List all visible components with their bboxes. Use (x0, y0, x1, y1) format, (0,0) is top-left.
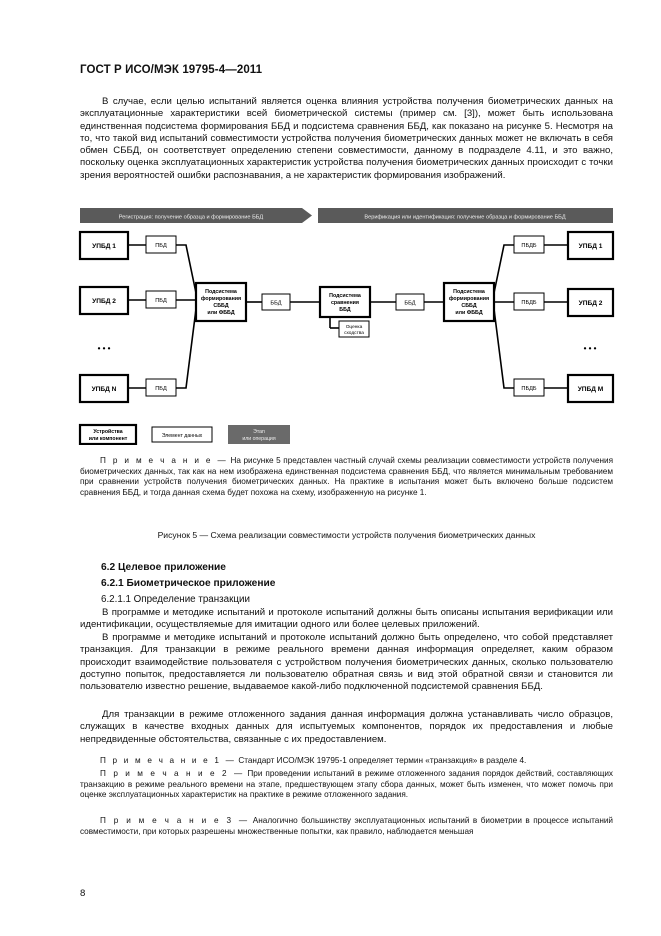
bbd-right-label: ББД (404, 300, 416, 307)
device-right-m-label: УПБД М (577, 386, 604, 393)
pbd-right-1-label: ПБДБ (521, 243, 537, 249)
formation-left-line-2: формирования (200, 296, 242, 302)
device-left-n-label: УПБД N (91, 386, 117, 393)
banner-arrow (302, 208, 312, 223)
pbd-right-m-label: ПБДБ (521, 386, 537, 392)
section-6-2-1-heading: 6.2.1 Биометрическое приложение (101, 578, 276, 589)
banner-right-text: Верификация или идентификация: получение образца и формирование ББД (364, 214, 566, 221)
score-line-2: сходства (344, 331, 364, 336)
bbd-left-label: ББД (270, 300, 282, 307)
running-header: ГОСТ Р ИСО/МЭК 19795-4—2011 (80, 64, 263, 76)
legend-stage-line-1: Этап (253, 429, 265, 435)
comparison-line-2: сравнения (330, 300, 360, 306)
note-1: П р и м е ч а н и е 1 — Стандарт ИСО/МЭК 19795-1 определяет термин «транзакция» в разделе 4. (100, 756, 527, 765)
device-left-1-label: УПБД 1 (92, 243, 116, 250)
section-6-2-1-1-heading: 6.2.1.1 Определение транзакции (101, 594, 250, 605)
formation-right-line-1: Подсистема (453, 289, 485, 295)
pbd-left-1-label: ПБД (155, 243, 167, 249)
formation-left-line-4: или ФББД (207, 310, 235, 316)
note-2: П р и м е ч а н и е 2 — При проведении испытаний в режиме отложенного задания порядок действий, составляющих транзакцию в режиме реального времени на этапе, предшествующем этапу сбора данных, может быть изменен, что может помочь при оценке эксплуатационных характеристик на практике в режиме отложенного задания. (80, 769, 613, 800)
legend-devices-line-1: Устройства (93, 429, 123, 435)
figure-note: П р и м е ч а н и е — На рисунке 5 представлен частный случай схемы реализации совместимости устройств получения биометрических данных, так как на нем изображена единственная подсистема сравнения ББД, что является минимальным требованием при сравнении устройств получения биометрических данных. На практике в испытания может быть включено больше подсистем сравнения ББД, и тогда данная схема будет похожа на схему, изображенную на рисунке 1. (80, 456, 614, 497)
score-line-1: Оценка (345, 325, 363, 330)
page-number: 8 (80, 888, 86, 899)
formation-right-line-2: формирования (448, 296, 490, 302)
paragraph-1: В программе и методике испытаний и протоколе испытаний должны быть описаны испытания верификации или идентификации, осуществляемые для имитации одного или более целевых приложений. (80, 607, 613, 631)
formation-left-line-1: Подсистема (205, 289, 237, 295)
section-6-2-heading: 6.2 Целевое приложение (101, 562, 226, 573)
pbd-right-2-label: ПБДБ (521, 300, 537, 306)
note-3: П р и м е ч а н и е 3 — Аналогично большинству эксплуатационных испытаний в биометрии в процессе испытаний совместимости, при которых разрешены множественные попытки, как правило, наблюдается меньшая (80, 816, 613, 836)
figure-caption: Рисунок 5 — Схема реализации совместимости устройств получения биометрических данных (157, 530, 536, 540)
figure-5-diagram (0, 205, 661, 445)
device-right-1-label: УПБД 1 (578, 243, 603, 250)
pbd-left-n-label: ПБД (155, 386, 167, 392)
comparison-line-3: ББД (339, 307, 351, 313)
intro-paragraph: В случае, если целью испытаний является оценка влияния устройства получения биометрических данных на эксплуатационные характеристики всей биометрической системы (пример см. [3]), может быть использована единственная подсистема формирования ББД и подсистема сравнения ББД, как показано на рисунке 5. Несмотря на то, что такой вид испытаний совместимости устройства получения биометрических данных может не включать в себя обмен СББД, он соответствует определению степени совместимости, данному в подразделе 4.11, и это важно, поскольку оценка эксплуатационных характеристик устройства получения биометрических данных происходит с точки зрения вероятностей ошибки распознавания, а не характеристик формирования изображений. (80, 96, 613, 181)
comparison-line-1: Подсистема (329, 293, 361, 299)
paragraph-3: Для транзакции в режиме отложенного задания данная информация должна устанавливать число образцов, служащих в качестве входных данных для испытуемых компонентов, порядок их предоставления и любые непредвиденные обстоятельства, связанные с их предоставлением. (80, 709, 613, 745)
banner-left-text: Регистрация: получение образца и формирование ББД (118, 214, 264, 221)
legend-stage-line-2: или операция (242, 436, 276, 442)
device-right-2-label: УПБД 2 (578, 300, 603, 307)
left-ellipsis: • • • (97, 344, 111, 353)
device-left-2-label: УПБД 2 (92, 298, 116, 305)
legend-devices-line-2: или компонент (88, 436, 128, 442)
pbd-left-2-label: ПБД (155, 298, 167, 304)
paragraph-2: В программе и методике испытаний и протоколе испытаний должно быть определено, что собой представляет транзакция. Для транзакции в режиме реального времени данная информация определяет, каким образом происходит взаимодействие пользователя с устройством получения биометрических данных, сколько пользователю доступно попыток, предоставляется ли пользователю обратная связь и вид этой обратной связи и становится ли пользователю известно решение, выдаваемое какой-либо подключенной подсистемой сравнения ББД. (80, 632, 613, 693)
formation-left-line-3: СББД (213, 303, 229, 309)
formation-right-line-4: или ФББД (455, 310, 483, 316)
formation-right-line-3: СББД (461, 303, 477, 309)
legend-data-label: Элемент данных (161, 433, 203, 439)
right-ellipsis: • • • (583, 344, 597, 353)
